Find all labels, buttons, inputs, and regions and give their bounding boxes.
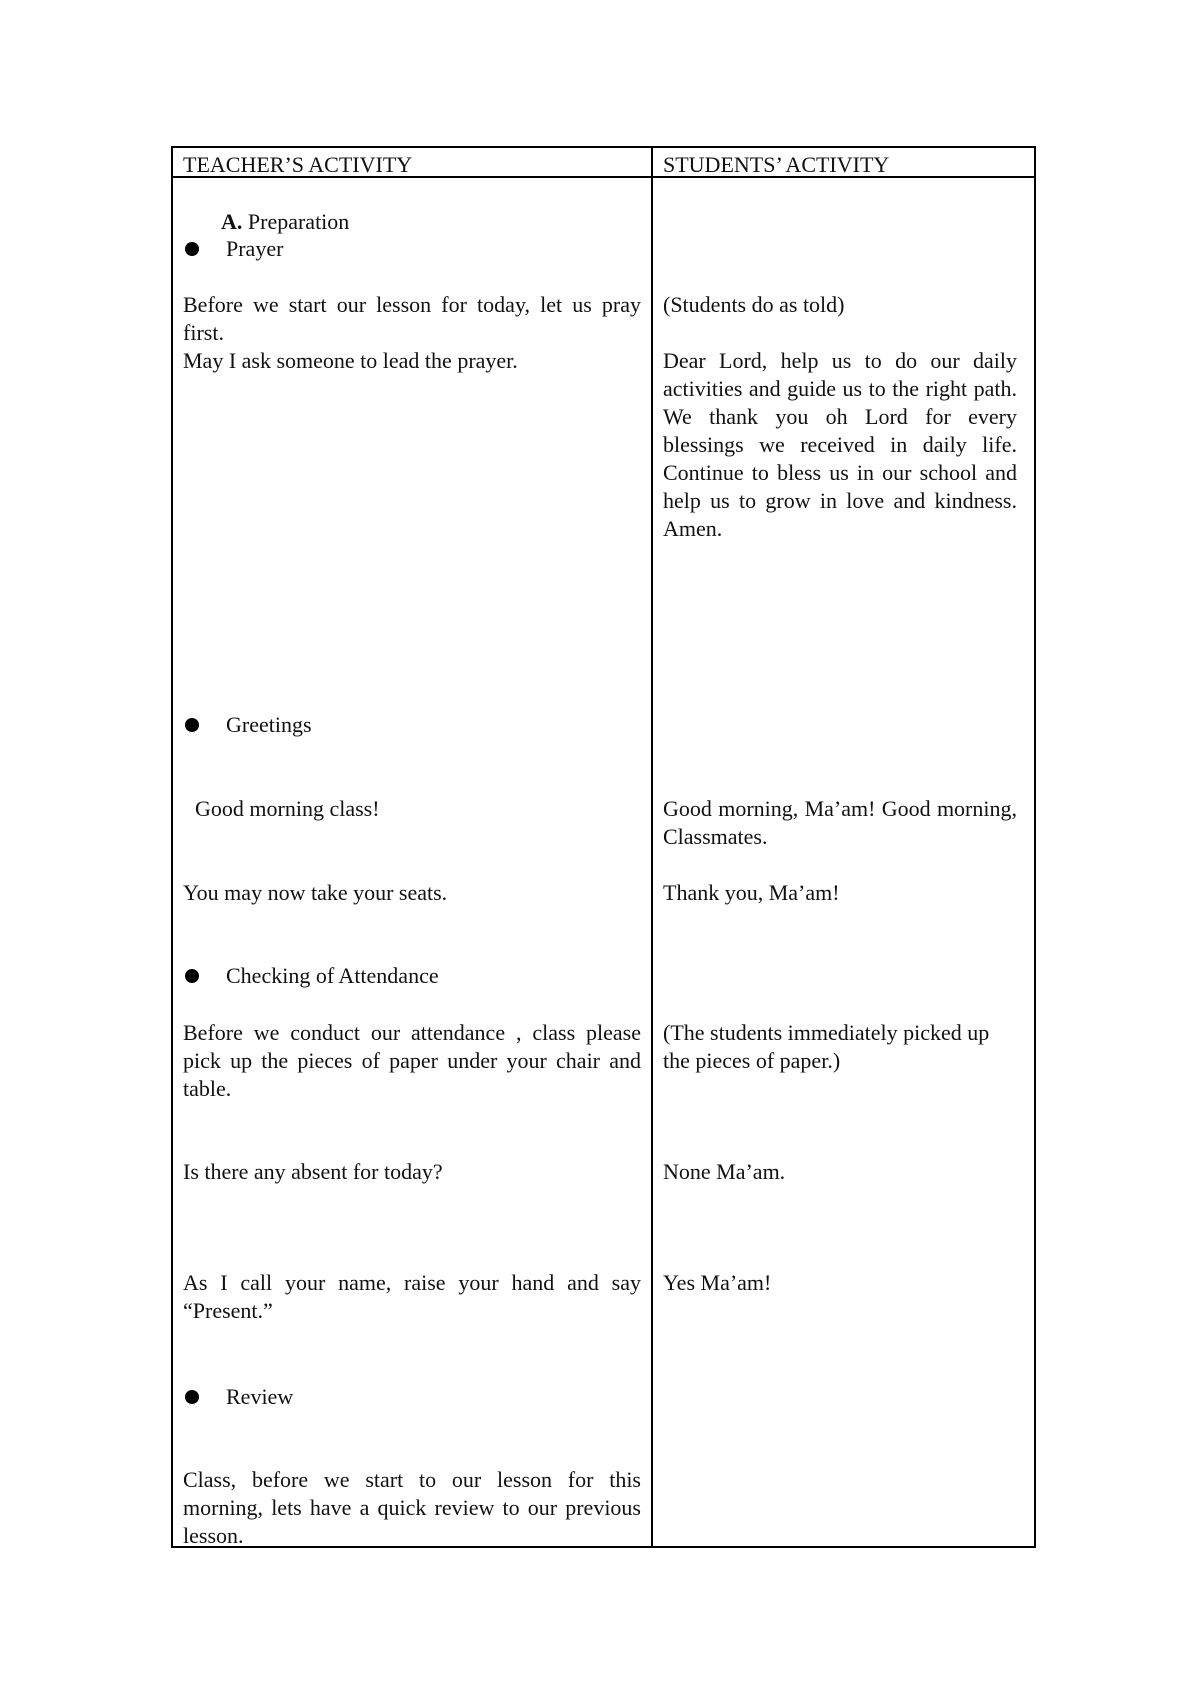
bullet-greetings: Greetings xyxy=(226,712,312,737)
bullet-icon xyxy=(185,969,199,983)
teacher-line-take-seats: You may now take your seats. xyxy=(183,880,448,905)
student-line-prayer: Dear Lord, help us to do our daily activities and guide us to the right path. We thank you oh Lord for every blessings we received in daily life. Continue to bless us in our school and help us to grow in love and kindness. Amen. xyxy=(663,348,1017,541)
teacher-line-pick-up-paper: Before we conduct our attendance , class please pick up the pieces of paper under your chair and table. xyxy=(183,1020,641,1101)
bullet-icon xyxy=(185,1390,199,1404)
student-line-thank-you: Thank you, Ma’am! xyxy=(663,880,840,905)
student-line-do-as-told: (Students do as told) xyxy=(663,292,845,317)
teacher-line-any-absent: Is there any absent for today? xyxy=(183,1159,443,1184)
bullet-review: Review xyxy=(226,1384,294,1409)
bullet-icon xyxy=(185,242,199,256)
lesson-plan-table xyxy=(171,146,1036,1548)
header-teachers-activity: TEACHER’S ACTIVITY xyxy=(183,152,413,177)
teacher-line-quick-review: Class, before we start to our lesson for this morning, lets have a quick review to our previous lesson. xyxy=(183,1467,641,1548)
header-students-activity: STUDENTS’ ACTIVITY xyxy=(663,152,890,177)
bullet-prayer: Prayer xyxy=(226,236,284,261)
teacher-line-good-morning: Good morning class! xyxy=(195,796,380,821)
section-title: Preparation xyxy=(247,209,350,234)
bullet-icon xyxy=(185,718,199,732)
section-letter: A. xyxy=(221,209,243,234)
teacher-line-lead-prayer: May I ask someone to lead the prayer. xyxy=(183,348,518,373)
section-heading xyxy=(221,208,349,236)
student-line-good-morning: Good morning, Ma’am! Good morning, Classmates. xyxy=(663,796,1017,849)
student-line-none: None Ma’am. xyxy=(663,1159,786,1184)
column-divider xyxy=(651,148,653,1546)
bullet-attendance: Checking of Attendance xyxy=(226,963,439,988)
student-line-picked-up-paper: (The students immediately picked up the pieces of paper.) xyxy=(663,1020,990,1073)
teacher-line-pray-first: Before we start our lesson for today, let us pray first. xyxy=(183,292,641,345)
teacher-line-say-present: As I call your name, raise your hand and say “Present.” xyxy=(183,1270,641,1323)
student-line-yes: Yes Ma’am! xyxy=(663,1270,772,1295)
